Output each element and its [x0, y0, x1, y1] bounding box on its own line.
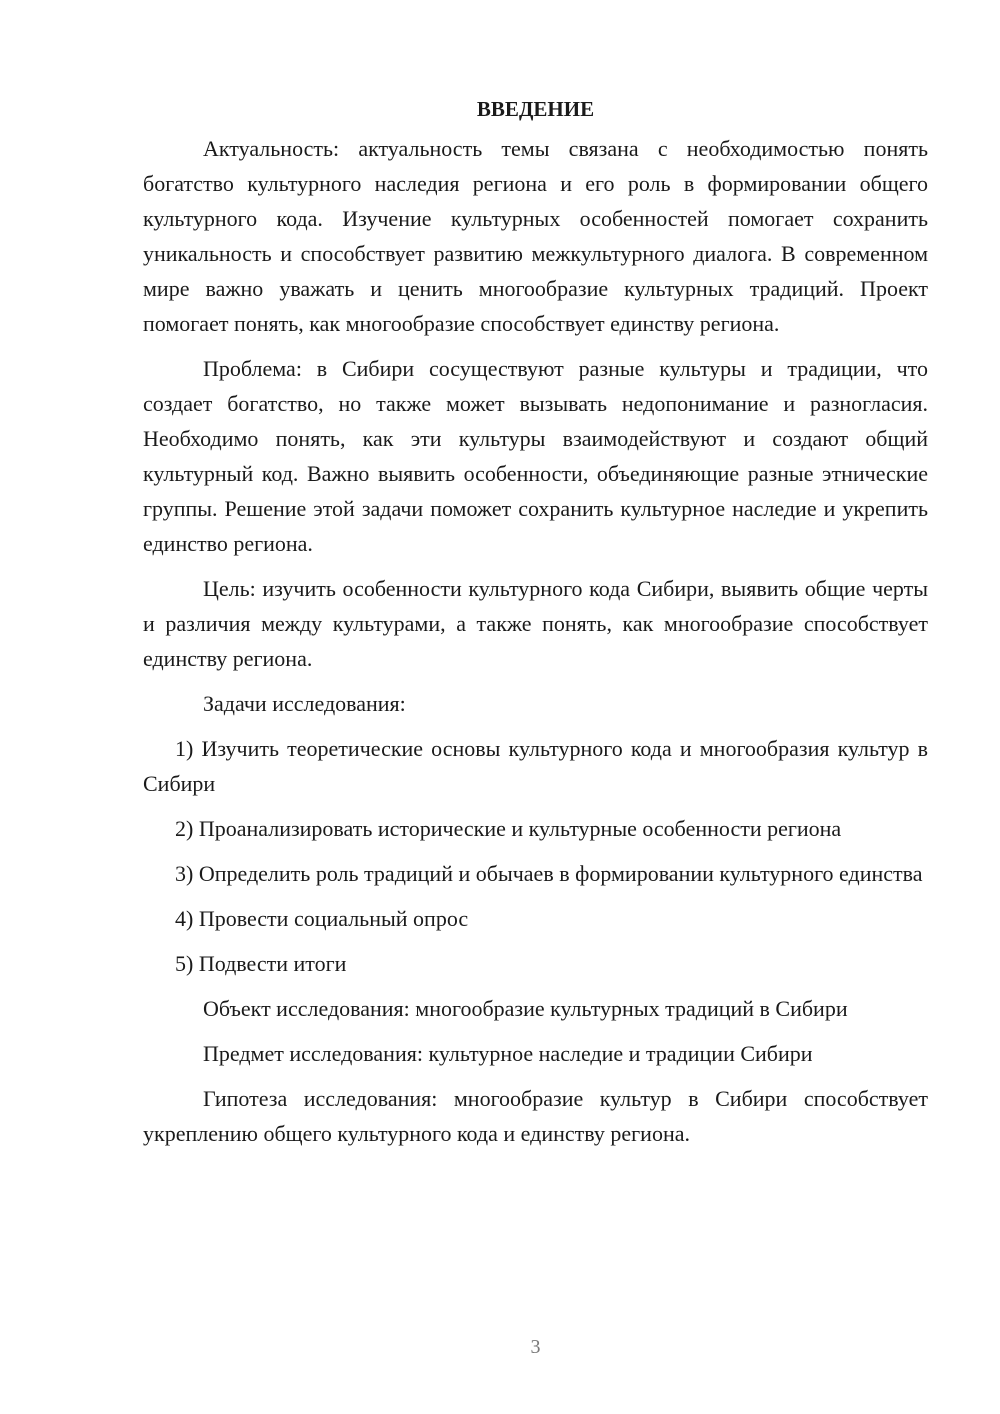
relevance-paragraph: Актуальность: актуальность темы связана с необходимостью понять богатство культурного наследия региона и его роль в формировании общего культурного кода. Изучение культурных особенностей помогает сохранить уникальность и способствует развитию межкультурного диалога. В современном мире важно уважать и ценить многообразие культурных традиций. Проект помогает понять, как многообразие способствует единству региона. — [143, 136, 928, 336]
subject-paragraph: Предмет исследования: культурное наследие и традиции Сибири — [203, 1041, 813, 1066]
goal-paragraph: Цель: изучить особенности культурного кода Сибири, выявить общие черты и различия между культурами, а также понять, как многообразие способствует единству региона. — [143, 576, 928, 671]
object-paragraph: Объект исследования: многообразие культурных традиций в Сибири — [203, 996, 848, 1021]
task-item-1: 1) Изучить теоретические основы культурного кода и многообразия культур в Сибири — [143, 736, 928, 796]
task-item-2: 2) Проанализировать исторические и культурные особенности региона — [175, 816, 842, 841]
page-content — [143, 92, 928, 1161]
hypothesis-paragraph: Гипотеза исследования: многообразие культур в Сибири способствует укреплению общего культурного кода и единству региона. — [143, 1086, 928, 1146]
section-title: ВВЕДЕНИЕ — [476, 97, 595, 121]
tasks-heading: Задачи исследования: — [203, 691, 406, 716]
task-item-4: 4) Провести социальный опрос — [175, 906, 469, 931]
problem-paragraph: Проблема: в Сибири сосуществуют разные культуры и традиции, что создает богатство, но также может вызывать недопонимание и разногласия. Необходимо понять, как эти культуры взаимодействуют и создают общий культурный код. Важно выявить особенности, объединяющие разные этнические группы. Решение этой задачи поможет сохранить культурное наследие и укрепить единство региона. — [143, 356, 928, 556]
task-item-3: 3) Определить роль традиций и обычаев в формировании культурного единства — [175, 861, 923, 886]
task-item-5: 5) Подвести итоги — [175, 951, 347, 976]
page-number: 3 — [530, 1336, 541, 1358]
